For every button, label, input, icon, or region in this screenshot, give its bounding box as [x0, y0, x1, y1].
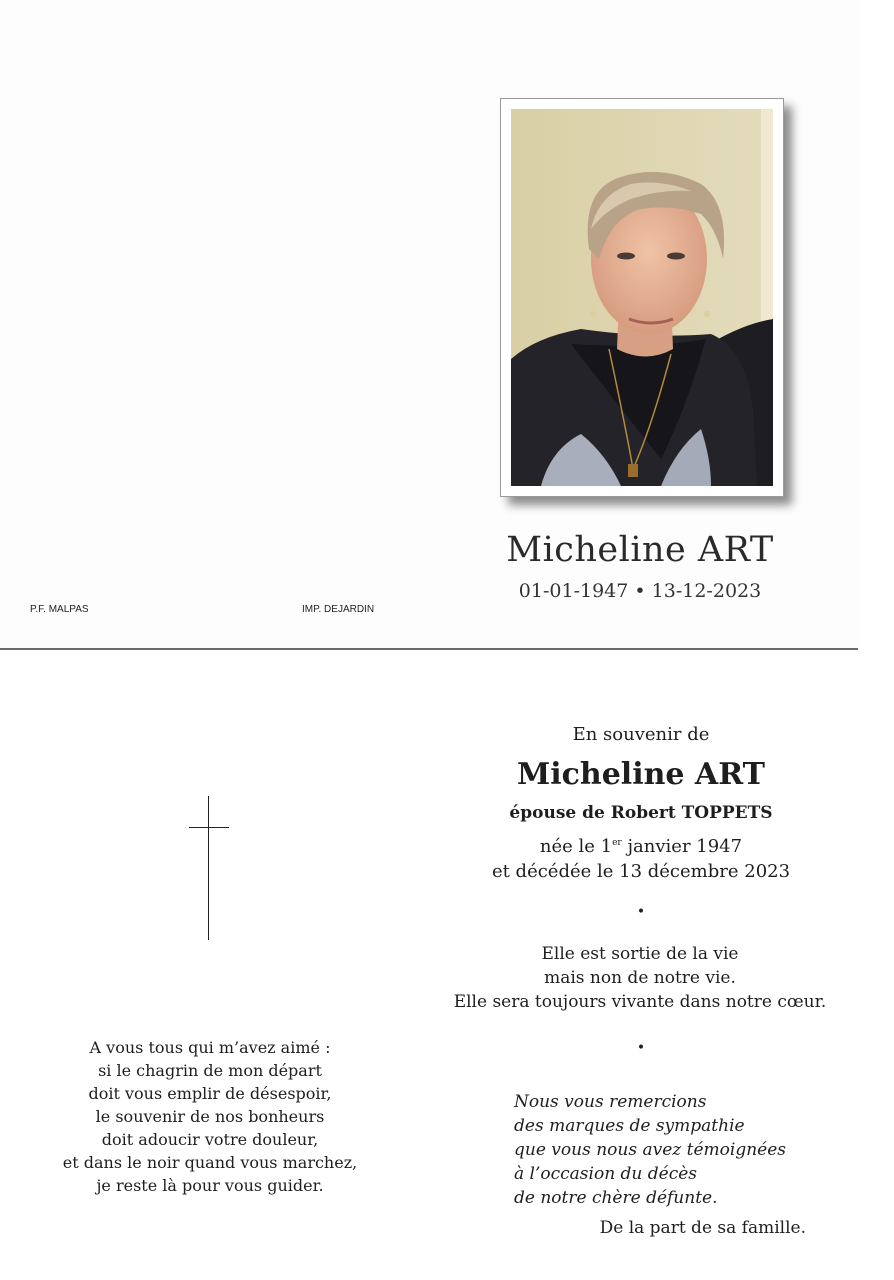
thanks-line: Nous vous remercions [514, 1092, 707, 1112]
memorial-intro: En souvenir de [572, 724, 710, 745]
portrait-photo [511, 109, 773, 486]
verse-line: Elle sera toujours vivante dans notre cœur. [453, 992, 827, 1012]
cross-icon [208, 796, 209, 940]
poem-line: doit adoucir votre douleur, [101, 1130, 319, 1149]
verse-line: Elle est sortie de la vie [541, 944, 739, 964]
poem-line: si le chagrin de mon départ [98, 1061, 322, 1080]
poem-line: et dans le noir quand vous marchez, [62, 1153, 358, 1172]
verse-block [450, 942, 830, 1014]
thanks-block [514, 1090, 844, 1210]
date-separator: • [634, 580, 646, 602]
cross-icon-bar [189, 827, 229, 828]
card-front [0, 0, 860, 648]
life-dates [490, 580, 790, 602]
thanks-line: de notre chère défunte. [514, 1188, 718, 1208]
thanks-line: à l’occasion du décès [514, 1164, 698, 1184]
poem-block [50, 1036, 370, 1197]
funeral-home-credit: P.F. MALPAS [30, 604, 89, 615]
birth-suffix: janvier 1947 [621, 836, 743, 857]
deceased-name: Micheline ART [506, 530, 774, 570]
thanks-line: que vous nous avez témoignées [514, 1140, 786, 1160]
birth-prefix: née le 1 [539, 836, 613, 857]
portrait-frame [500, 98, 784, 497]
printer-credit: IMP. DEJARDIN [302, 604, 375, 615]
fold-divider [0, 648, 858, 650]
spouse-line: épouse de Robert TOPPETS [509, 803, 773, 823]
poem-line: le souvenir de nos bonheurs [95, 1107, 325, 1126]
birth-ordinal: er [612, 838, 622, 848]
death-line: et décédée le 13 décembre 2023 [491, 861, 791, 882]
poem-line: je reste là pour vous guider. [96, 1176, 324, 1195]
memorial-name: Micheline ART [517, 757, 765, 792]
verse-line: mais non de notre vie. [544, 968, 736, 988]
death-date: 13-12-2023 [651, 580, 762, 602]
ornament-bullet: • [636, 1040, 646, 1056]
birth-line [476, 836, 806, 857]
ornament-bullet: • [636, 904, 646, 920]
thanks-line: des marques de sympathie [514, 1116, 745, 1136]
poem-line: A vous tous qui m’avez aimé : [89, 1038, 331, 1057]
poem-line: doit vous emplir de désespoir, [88, 1084, 332, 1103]
family-signature: De la part de sa famille. [599, 1218, 806, 1238]
birth-date: 01-01-1947 [518, 580, 629, 602]
